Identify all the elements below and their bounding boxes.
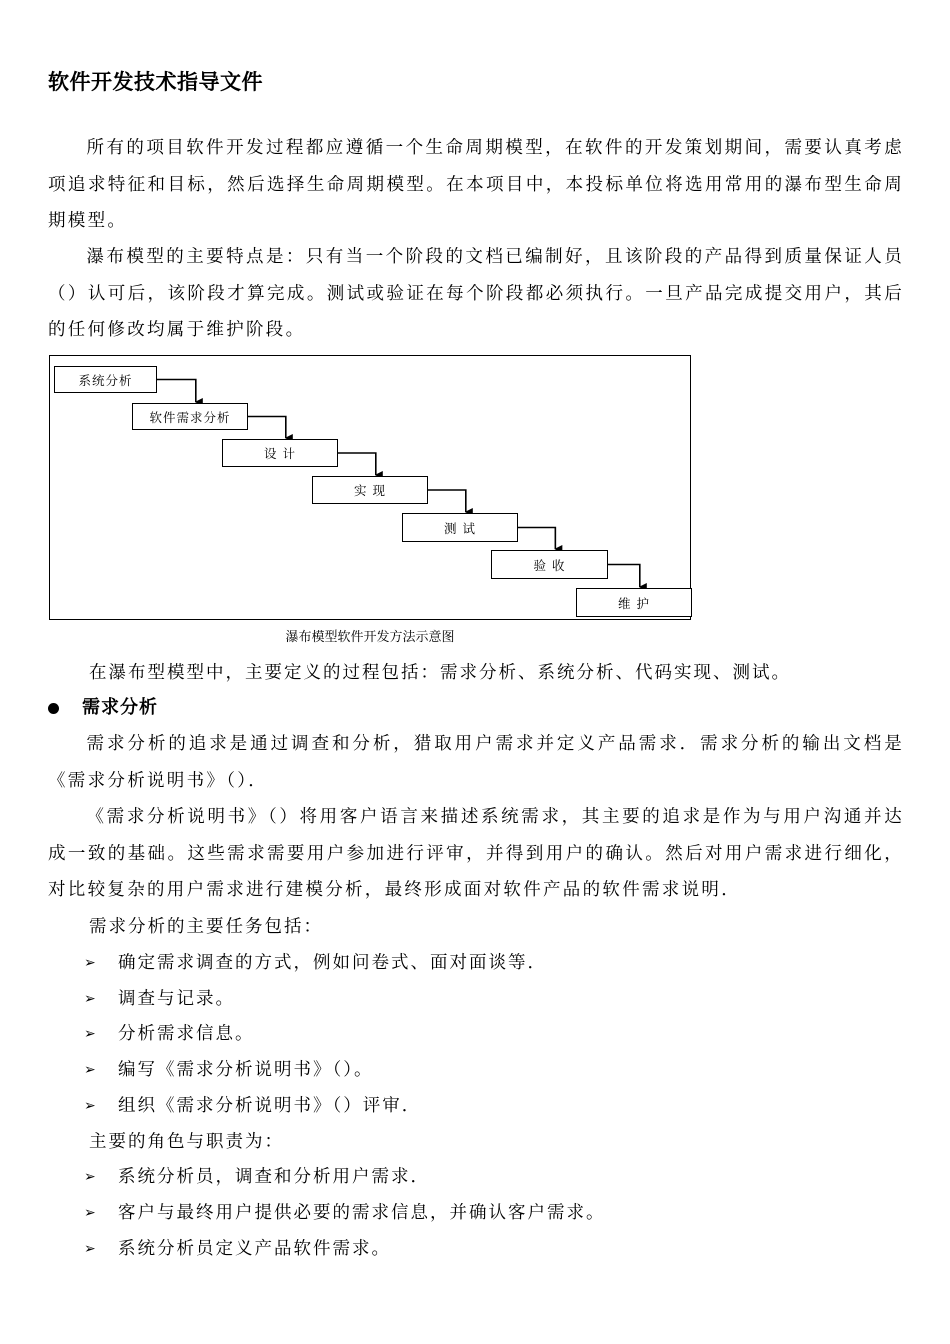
arrow-bullet-icon: ➢ [84,1062,96,1078]
connector-arrow [248,417,286,439]
roles-intro: 主要的角色与职责为： [89,1132,284,1152]
waterfall-diagram [49,355,691,620]
section-heading-requirements: 需求分析 [82,697,158,718]
list-item: 编写《需求分析说明书》（）。 [118,1060,374,1080]
process-line: 在瀑布型模型中，主要定义的过程包括：需求分析、系统分析、代码实现、测试。 [89,663,791,683]
step-acceptance: 验 收 [491,550,608,579]
connector-arrow [428,490,466,512]
arrow-bullet-icon: ➢ [84,955,96,971]
requirements-paragraph-2: 《需求分析说明书》（）将用客户语言来描述系统需求，其主要的追求是作为与用户沟通并达成一致的基础。这些需求需要用户参加进行评审，并得到用户的确认。然后对用户需求进行细化，对比较复杂的用户需求进行建模分析，最终形成面对软件产品的软件需求说明． [48,807,904,900]
list-item: 系统分析员，调查和分析用户需求． [118,1167,430,1187]
diagram-caption: 瀑布模型软件开发方法示意图 [285,630,455,645]
document-title: 软件开发技术指导文件 [48,70,263,94]
list-item: 调查与记录。 [118,989,235,1009]
step-testing: 测 试 [402,513,518,542]
step-software-requirements: 软件需求分析 [132,403,248,430]
list-item: 客户与最终用户提供必要的需求信息，并确认客户需求。 [118,1203,606,1223]
arrow-bullet-icon: ➢ [84,1098,96,1114]
connector-arrow [608,565,640,588]
intro-paragraph-1: 所有的项目软件开发过程都应遵循一个生命周期模型，在软件的开发策划期间，需要认真考虑项追求特征和目标，然后选择生命周期模型。在本项目中，本投标单位将选用常用的瀑布型生命周期模型。 [48,138,904,231]
list-item: 系统分析员定义产品软件需求。 [118,1239,391,1259]
connector-arrow [518,528,555,550]
connector-arrow [338,453,376,475]
intro-paragraph-2: 瀑布模型的主要特点是：只有当一个阶段的文档已编制好，且该阶段的产品得到质量保证人员（）认可后，该阶段才算完成。测试或验证在每个阶段都必须执行。一旦产品完成提交用户，其后的任何修改均属于维护阶段。 [48,247,904,340]
arrow-bullet-icon: ➢ [84,1026,96,1042]
step-system-analysis: 系统分析 [54,366,157,393]
arrow-bullet-icon: ➢ [84,1241,96,1257]
list-item: 确定需求调查的方式，例如问卷式、面对面谈等． [118,953,547,973]
list-item: 分析需求信息。 [118,1024,255,1044]
arrow-bullet-icon: ➢ [84,991,96,1007]
bullet-dot-icon [48,703,59,714]
list-item: 组织《需求分析说明书》（）评审． [118,1096,422,1116]
step-design: 设 计 [222,439,338,467]
arrow-bullet-icon: ➢ [84,1169,96,1185]
tasks-intro: 需求分析的主要任务包括： [89,917,323,937]
arrow-bullet-icon: ➢ [84,1205,96,1221]
requirements-paragraph-1: 需求分析的追求是通过调查和分析，猎取用户需求并定义产品需求．需求分析的输出文档是《需求分析说明书》（）． [48,734,904,791]
step-implementation: 实 现 [312,476,428,504]
step-maintenance: 维 护 [576,588,692,617]
connector-arrow [157,380,196,403]
